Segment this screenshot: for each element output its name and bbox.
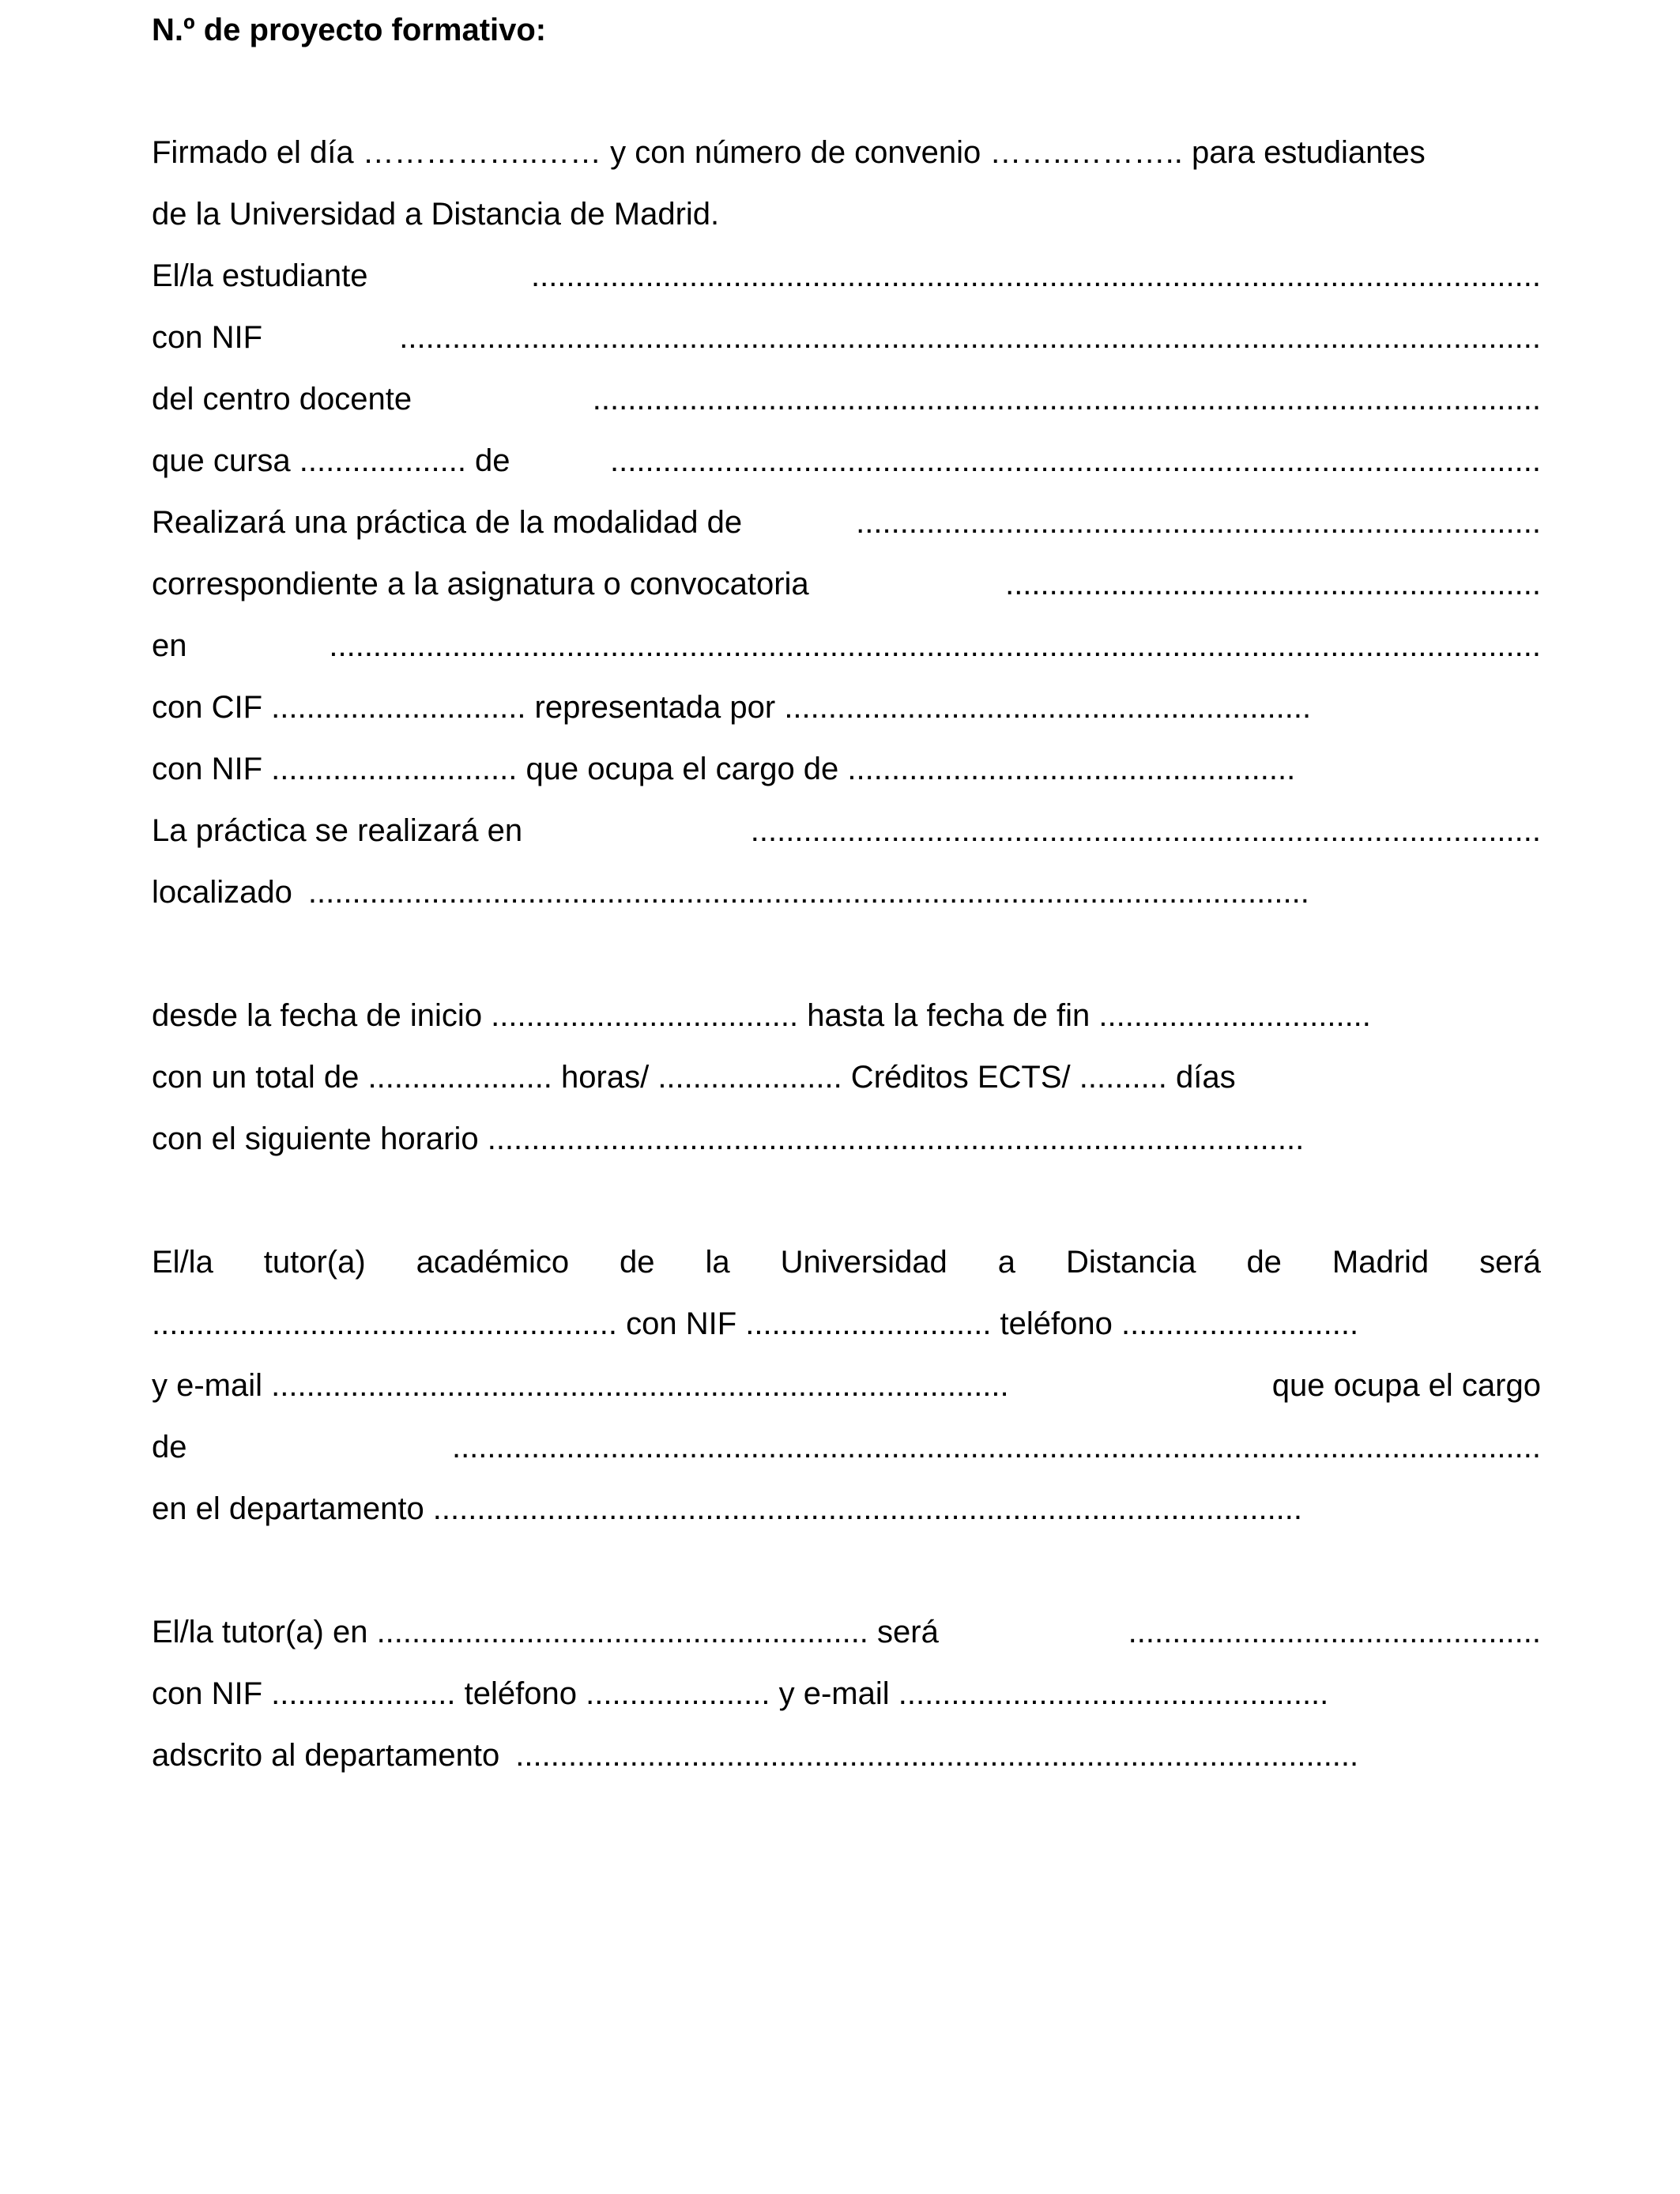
company-line bbox=[152, 622, 1541, 669]
cif-line: con CIF ............................. representada por ............................................................ bbox=[152, 690, 1312, 725]
localized-line bbox=[152, 869, 1541, 916]
hours-line: con un total de ..................... horas/ ..................... Créditos ECTS/ .......... días bbox=[152, 1060, 1236, 1095]
department-line: en el departamento ................................................................................................... bbox=[152, 1491, 1303, 1526]
word: Distancia bbox=[1065, 1245, 1196, 1280]
word: de bbox=[1246, 1245, 1282, 1280]
project-number-title: N.º de proyecto formativo: bbox=[152, 13, 547, 47]
company-tutor-line bbox=[152, 1608, 1541, 1656]
position-blank: ............................................................................................................................ bbox=[451, 1430, 1541, 1465]
student-label: El/la estudiante bbox=[152, 258, 368, 293]
student-line bbox=[152, 252, 1541, 300]
dates-line: desde la fecha de inicio ................................... hasta la fecha de fin ............................... bbox=[152, 998, 1371, 1033]
company-tutor-blank: ............................................... bbox=[1128, 1615, 1541, 1649]
school-line bbox=[152, 375, 1541, 423]
word: de bbox=[620, 1245, 655, 1280]
word: será bbox=[1479, 1245, 1541, 1280]
school-label: del centro docente bbox=[152, 382, 412, 417]
subject-line bbox=[152, 560, 1541, 608]
company-tutor-contact-line: con NIF ..................... teléfono ..................... y e-mail ................................................. bbox=[152, 1676, 1329, 1711]
subject-label: correspondiente a la asignatura o convocatoria bbox=[152, 567, 809, 601]
word: la bbox=[705, 1245, 730, 1280]
modality-label: Realizará una práctica de la modalidad de bbox=[152, 505, 743, 540]
word: Madrid bbox=[1332, 1245, 1430, 1280]
modality-blank: .............................................................................. bbox=[856, 505, 1541, 540]
assigned-department-blank: ................................................................................................ bbox=[515, 1738, 1359, 1773]
university-line: de la Universidad a Distancia de Madrid. bbox=[152, 197, 720, 232]
signature-date-line: Firmado el día ……………..…… y con número de convenio ……..……….. para estudiantes bbox=[152, 135, 1426, 170]
localized-blank: .................................................................................................................. bbox=[307, 875, 1309, 910]
academic-tutor-position-line bbox=[152, 1423, 1541, 1471]
academic-tutor-position-label: que ocupa el cargo bbox=[1271, 1368, 1541, 1403]
word: Universidad bbox=[780, 1245, 947, 1280]
subject-blank: ............................................................. bbox=[1005, 567, 1541, 601]
assigned-department-line bbox=[152, 1732, 1541, 1779]
academic-tutor-email-line bbox=[152, 1362, 1541, 1409]
localized-label: localizado bbox=[152, 875, 292, 910]
word: El/la bbox=[152, 1245, 213, 1280]
academic-tutor-line bbox=[152, 1238, 1541, 1286]
course-blank: .......................................................................................................... bbox=[609, 443, 1541, 478]
company-label: en bbox=[152, 628, 187, 663]
word: tutor(a) bbox=[263, 1245, 366, 1280]
location-label: La práctica se realizará en bbox=[152, 813, 523, 848]
word: a bbox=[997, 1245, 1016, 1280]
assigned-department-label: adscrito al departamento bbox=[152, 1738, 500, 1773]
position-label: de bbox=[152, 1430, 187, 1465]
schedule-line: con el siguiente horario ............................................................................................. bbox=[152, 1122, 1305, 1156]
academic-tutor-nif-line: ..................................................... con NIF ............................ teléfono ........................... bbox=[152, 1306, 1359, 1341]
representative-nif-line: con NIF ............................ que ocupa el cargo de ................................................... bbox=[152, 752, 1296, 786]
location-blank: .......................................................................................... bbox=[750, 813, 1541, 848]
student-nif-line bbox=[152, 314, 1541, 361]
course-line bbox=[152, 437, 1541, 484]
student-nif-blank: .................................................................................................................................. bbox=[399, 320, 1541, 355]
course-label: que cursa ................... de bbox=[152, 443, 510, 478]
company-blank: .......................................................................................................................................... bbox=[329, 628, 1541, 663]
academic-tutor-email: y e-mail .................................................................................... bbox=[152, 1368, 1009, 1403]
word: académico bbox=[416, 1245, 570, 1280]
school-blank: ............................................................................................................ bbox=[592, 382, 1541, 417]
student-nif-label: con NIF bbox=[152, 320, 263, 355]
modality-line bbox=[152, 499, 1541, 546]
company-tutor-label: El/la tutor(a) en ........................................................ será bbox=[152, 1615, 939, 1649]
student-blank: ................................................................................................................... bbox=[530, 258, 1541, 293]
location-line bbox=[152, 807, 1541, 854]
